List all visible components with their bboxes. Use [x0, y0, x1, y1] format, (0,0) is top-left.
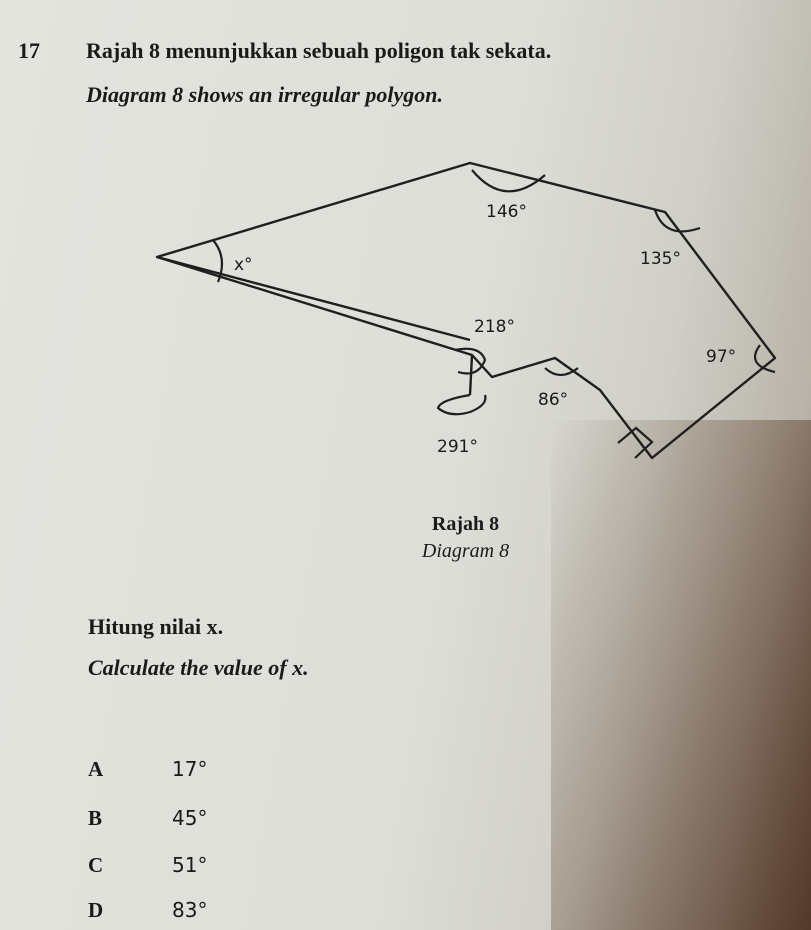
- right-angle-mark: [618, 428, 652, 458]
- arc-97: [755, 345, 775, 372]
- option-value: 45°: [172, 806, 208, 830]
- arc-291: [438, 395, 485, 414]
- option-letter: B: [88, 806, 103, 830]
- diagram-caption-english: Diagram 8: [421, 540, 510, 562]
- polygon-edge-bottom: [157, 257, 470, 340]
- option-value: 51°: [172, 853, 208, 877]
- option-c[interactable]: [88, 853, 288, 883]
- arc-86: [545, 368, 578, 375]
- angle-label-218: 218°: [474, 317, 515, 337]
- option-value: 17°: [172, 757, 208, 781]
- question-text-malay: Rajah 8 menunjukkan sebuah poligon tak sekata.: [86, 38, 552, 63]
- option-letter: D: [88, 898, 104, 922]
- arc-218: [455, 349, 485, 374]
- prompt-malay: Hitung nilai x.: [88, 614, 224, 639]
- question-text-english: Diagram 8 shows an irregular polygon.: [86, 82, 443, 107]
- angle-label-x: x°: [234, 255, 253, 275]
- angle-label-146: 146°: [486, 202, 527, 222]
- angle-label-135: 135°: [640, 249, 681, 269]
- angle-label-97: 97°: [706, 347, 737, 367]
- option-b[interactable]: [88, 806, 288, 836]
- angle-label-86: 86°: [538, 390, 569, 410]
- prompt-english: Calculate the value of x.: [88, 655, 309, 680]
- option-letter: C: [88, 853, 104, 877]
- polygon-edge-vertical: [470, 355, 472, 395]
- diagram-caption-malay: Rajah 8: [431, 513, 500, 535]
- angle-label-291: 291°: [437, 437, 478, 457]
- option-letter: A: [88, 757, 104, 781]
- option-a[interactable]: [88, 757, 288, 787]
- option-value: 83°: [172, 898, 208, 922]
- option-d[interactable]: [88, 898, 288, 928]
- question-number: 17: [18, 38, 40, 63]
